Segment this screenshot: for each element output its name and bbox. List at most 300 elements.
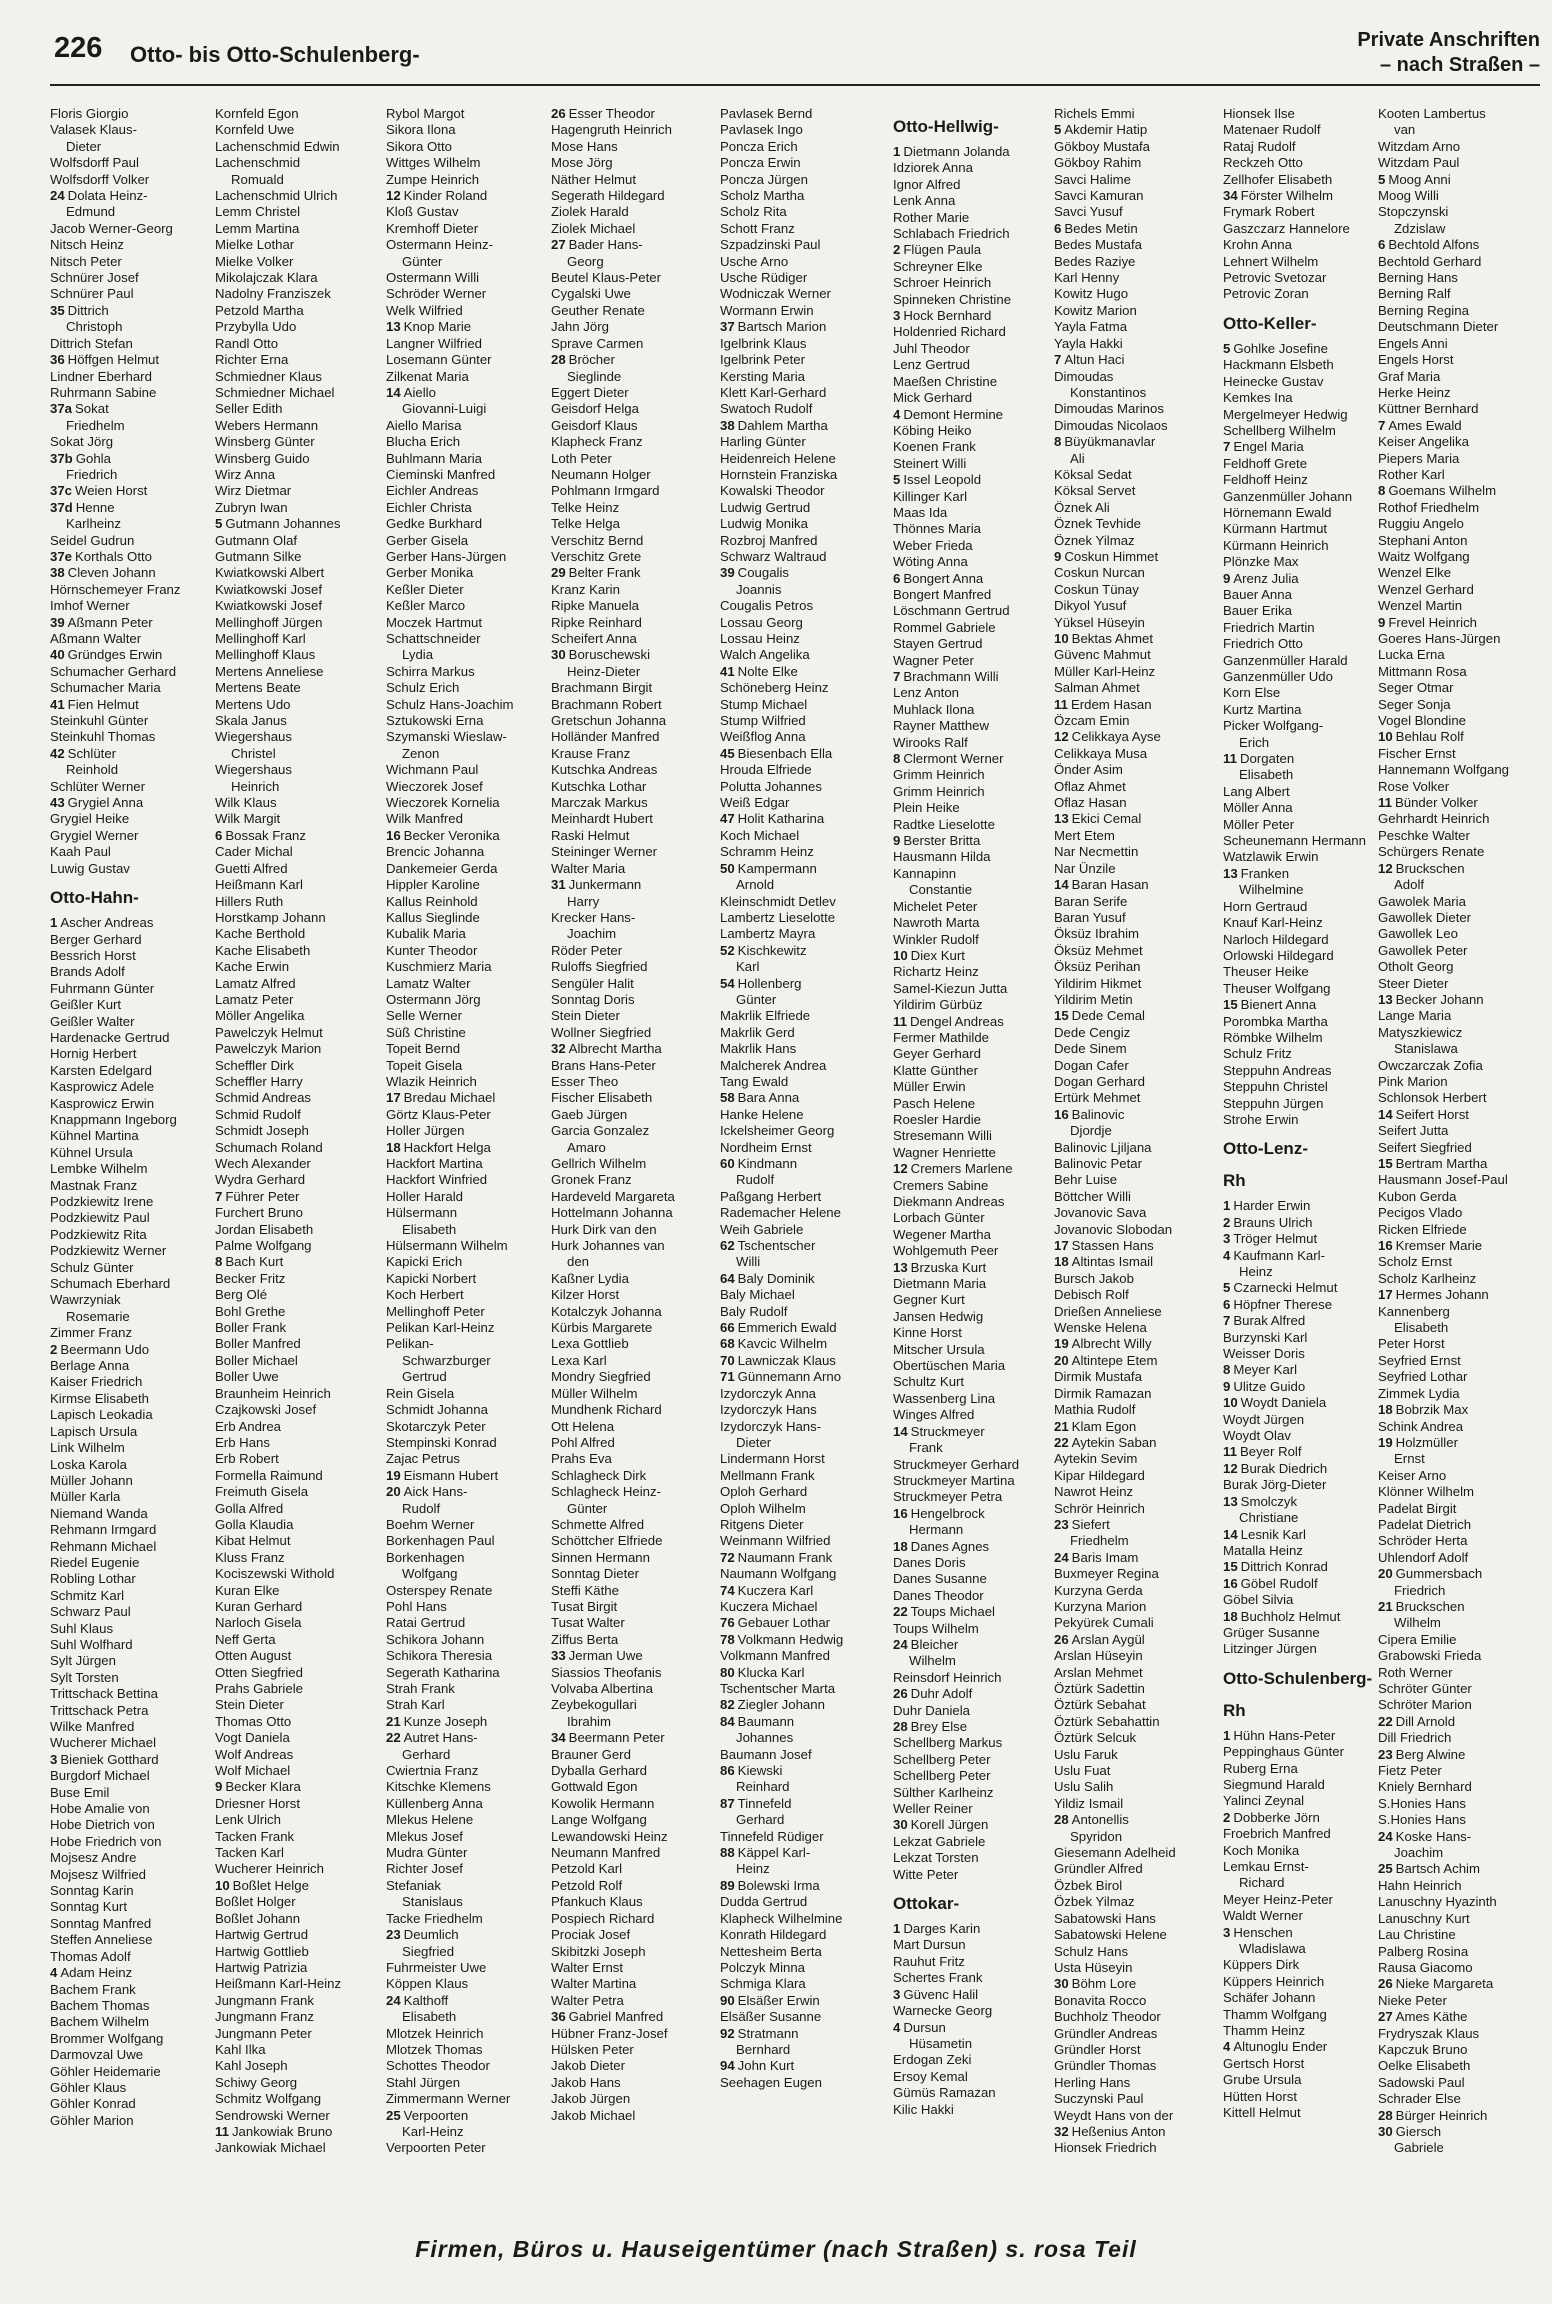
list-item — [1378, 1796, 1538, 1812]
house-number: 14 — [1054, 877, 1069, 893]
list-item — [1378, 139, 1538, 155]
list-item — [1054, 828, 1214, 844]
list-item — [1378, 1369, 1538, 1385]
list-item — [893, 374, 1053, 390]
resident-name: Welk Wilfried — [386, 302, 463, 318]
list-item — [1223, 1990, 1383, 2006]
list-item — [720, 565, 880, 581]
resident-name: Dittrich Stefan — [50, 335, 133, 351]
list-item — [386, 2042, 546, 2058]
resident-name: Picker Wolfgang- — [1223, 718, 1324, 734]
list-item — [1054, 680, 1214, 696]
resident-name: Steffen Anneliese — [50, 1932, 153, 1948]
list-item — [1378, 615, 1538, 631]
resident-name: Imhof Werner — [50, 598, 130, 614]
list-item — [215, 1320, 375, 1336]
list-item — [1378, 2058, 1538, 2074]
resident-name: Poncza Jürgen — [720, 171, 808, 187]
resident-name: Hühn Hans-Peter — [1233, 1727, 1336, 1743]
list-item — [1054, 2091, 1214, 2107]
list-item — [893, 1653, 1053, 1669]
list-item — [215, 451, 375, 467]
list-item — [1378, 926, 1538, 942]
resident-name: Balinovic Ljiljana — [1054, 1139, 1152, 1155]
resident-name: Lindner Eberhard — [50, 368, 152, 384]
resident-name: Behlau Rolf — [1395, 729, 1464, 745]
resident-name: Peschke Walter — [1378, 827, 1470, 843]
list-item — [720, 1747, 880, 1763]
resident-name: Eichler Christa — [386, 499, 472, 515]
resident-name: Trittschack Bettina — [50, 1686, 158, 1702]
list-item — [1054, 1107, 1214, 1123]
list-item — [1378, 697, 1538, 713]
list-item — [386, 1501, 546, 1517]
list-item — [1054, 1402, 1214, 1418]
resident-name: Hülsermann — [386, 1205, 458, 1221]
list-item — [1223, 1859, 1383, 1875]
list-item — [50, 981, 210, 997]
list-item — [1223, 1280, 1383, 1296]
list-item — [386, 1927, 546, 1943]
list-item — [1054, 1730, 1214, 1746]
list-item — [551, 1484, 711, 1500]
resident-name: Thamm Wolfgang — [1223, 2006, 1327, 2022]
resident-name: Boßlet Holger — [215, 1894, 296, 1910]
resident-name: Jordan Elisabeth — [215, 1221, 314, 1237]
list-item — [386, 729, 546, 745]
list-item — [720, 2042, 880, 2058]
resident-name: Dogan Gerhard — [1054, 1073, 1145, 1089]
list-item — [386, 369, 546, 385]
list-item — [50, 1194, 210, 1210]
list-item — [1223, 1248, 1383, 1264]
resident-name: Zdzislaw — [1394, 220, 1446, 236]
list-item — [551, 828, 711, 844]
resident-name: Scholz Rita — [720, 204, 787, 220]
resident-name: Schulz Günter — [50, 1259, 134, 1275]
resident-name: Öztürk Sadettin — [1054, 1681, 1145, 1696]
list-item — [386, 811, 546, 827]
list-item — [386, 1189, 546, 1205]
list-item — [50, 451, 210, 467]
list-item — [893, 407, 1053, 423]
house-number: 22 — [1378, 1713, 1393, 1729]
list-item — [50, 1571, 210, 1587]
list-item — [386, 1779, 546, 1795]
list-item — [50, 434, 210, 450]
resident-name: Arenz Julia — [1233, 570, 1299, 586]
resident-name: Roesler Hardie — [893, 1111, 981, 1127]
resident-name: Walter Ernst — [551, 1959, 624, 1975]
list-item — [893, 1921, 1053, 1937]
list-item — [1378, 877, 1538, 893]
resident-name: Nolte Elke — [737, 663, 798, 679]
resident-name: Lindermann Horst — [720, 1451, 825, 1467]
list-item — [386, 828, 546, 844]
resident-name: Bruckschen — [1395, 1598, 1465, 1614]
resident-name: Segerath Katharina — [386, 1664, 500, 1680]
resident-name: Kutschka Lothar — [551, 778, 647, 794]
house-number: 17 — [1378, 1287, 1393, 1303]
list-item — [551, 910, 711, 926]
list-item — [1223, 899, 1383, 915]
resident-name: Baumann Josef — [720, 1746, 812, 1762]
list-item — [215, 221, 375, 237]
list-item — [893, 1719, 1053, 1735]
list-item — [720, 1074, 880, 1090]
resident-name: Baris Imam — [1071, 1549, 1139, 1565]
resident-name: Struckmeyer Petra — [893, 1489, 1003, 1505]
resident-name: Richter Erna — [215, 352, 289, 368]
list-item — [1054, 122, 1214, 138]
list-item — [215, 1632, 375, 1648]
resident-name: Kaßner Lydia — [551, 1270, 629, 1286]
list-item — [720, 1451, 880, 1467]
list-item — [551, 1058, 711, 1074]
list-item — [1378, 1484, 1538, 1500]
resident-name: Plein Heike — [893, 800, 960, 816]
resident-name: Hornstein Franziska — [720, 466, 838, 482]
house-number: 13 — [1378, 991, 1393, 1007]
resident-name: Debisch Rolf — [1054, 1287, 1129, 1303]
resident-name: Wilhelm — [909, 1653, 956, 1669]
house-number: 26 — [1054, 1631, 1069, 1647]
list-item — [720, 2075, 880, 2091]
list-item — [1054, 779, 1214, 795]
list-item — [215, 286, 375, 302]
resident-name: Schellberg Peter — [893, 1768, 991, 1784]
list-item — [551, 844, 711, 860]
resident-name: Gümüs Ramazan — [893, 2085, 996, 2101]
house-number: 18 — [1223, 1608, 1238, 1624]
resident-name: Garcia Gonzalez — [551, 1123, 650, 1139]
list-item — [1223, 374, 1383, 390]
resident-name: Swatoch Rudolf — [720, 401, 813, 417]
list-item — [50, 795, 210, 811]
resident-name: Jansen Hedwig — [893, 1308, 984, 1324]
resident-name: Dankemeier Gerda — [386, 860, 498, 876]
resident-name: Oflaz Ahmet — [1054, 778, 1126, 794]
list-item — [551, 976, 711, 992]
house-number: 16 — [1054, 1106, 1069, 1122]
resident-name: Gabriele — [1394, 2140, 1444, 2156]
list-item — [893, 833, 1053, 849]
list-item — [551, 861, 711, 877]
list-item — [215, 1583, 375, 1599]
resident-name: Schlabach Friedrich — [893, 226, 1010, 242]
list-item — [386, 1763, 546, 1779]
list-item — [50, 615, 210, 631]
resident-name: Knappmann Ingeborg — [50, 1111, 177, 1127]
list-item — [1223, 286, 1383, 302]
resident-name: Witzdam Arno — [1378, 138, 1461, 154]
resident-name: Gutmann Johannes — [225, 516, 341, 532]
list-item — [215, 1550, 375, 1566]
resident-name: Petzold Martha — [215, 302, 304, 318]
resident-name: Göbel Silvia — [1223, 1592, 1294, 1608]
list-item — [50, 467, 210, 483]
list-item — [1223, 1346, 1383, 1362]
resident-name: Schmid Andreas — [215, 1090, 312, 1106]
list-item — [893, 1309, 1053, 1325]
resident-name: Berster Britta — [903, 833, 981, 849]
resident-name: Cygalski Uwe — [551, 286, 631, 302]
resident-name: Weißflog Anna — [720, 729, 806, 745]
list-item — [215, 976, 375, 992]
resident-name: Wieczorek Kornelia — [386, 795, 500, 811]
resident-name: Dede Cengiz — [1054, 1024, 1131, 1040]
list-item — [50, 1998, 210, 2014]
house-number: 37b — [50, 450, 73, 466]
list-item — [50, 1686, 210, 1702]
list-item — [1378, 401, 1538, 417]
resident-name: Theuser Wolfgang — [1223, 980, 1331, 996]
list-item — [50, 1342, 210, 1358]
list-item — [215, 2026, 375, 2042]
page-title: Otto- bis Otto-Schulenberg- — [130, 42, 420, 67]
resident-name: Frevel Heinrich — [1388, 614, 1478, 630]
resident-name: Knauf Karl-Heinz — [1223, 915, 1323, 931]
resident-name: Höpfner Therese — [1233, 1296, 1333, 1312]
resident-name: Pohl Hans — [386, 1598, 447, 1614]
street-heading: Otto-Keller- — [1223, 313, 1317, 333]
list-item — [1054, 1353, 1214, 1369]
house-number: 11 — [893, 1013, 907, 1029]
list-item — [1054, 549, 1214, 565]
list-item — [551, 1993, 711, 2009]
list-item — [720, 516, 880, 532]
resident-name: Kranz Karin — [551, 581, 620, 597]
resident-name: Brey Else — [910, 1719, 968, 1734]
resident-name: Hartwig Patrizia — [215, 1959, 308, 1975]
list-item — [215, 647, 375, 663]
resident-name: Sendrowski Werner — [215, 2107, 330, 2123]
resident-name: Schikora Theresia — [386, 1648, 493, 1664]
house-number: 28 — [1054, 1812, 1069, 1828]
house-number: 4 — [893, 406, 901, 422]
list-item — [893, 1686, 1053, 1702]
resident-name: Schottes Theodor — [386, 2058, 490, 2074]
resident-name: Dorgaten — [1239, 751, 1295, 767]
list-item — [386, 2009, 546, 2025]
list-item — [50, 1834, 210, 1850]
resident-name: Lanuschny Hyazinth — [1378, 1894, 1497, 1910]
house-number: 16 — [893, 1505, 908, 1521]
resident-name: Özbek Yilmaz — [1054, 1894, 1135, 1910]
resident-name: Kürmann Heinrich — [1223, 537, 1329, 553]
list-item — [215, 1501, 375, 1517]
list-item — [1378, 1747, 1538, 1763]
house-number: 6 — [893, 570, 901, 586]
resident-name: Mert Etem — [1054, 827, 1115, 843]
list-item — [50, 237, 210, 253]
resident-name: Kürmann Hartmut — [1223, 521, 1328, 537]
list-item — [1054, 1550, 1214, 1566]
list-item — [720, 762, 880, 778]
list-item — [893, 1637, 1053, 1653]
list-item — [720, 1008, 880, 1024]
resident-name: Suczynski Paul — [1054, 2091, 1144, 2107]
list-item — [1054, 1566, 1214, 1582]
list-item — [1054, 1058, 1214, 1074]
list-item — [50, 155, 210, 171]
list-item — [720, 1583, 880, 1599]
resident-name: Sokat Jörg — [50, 434, 114, 450]
house-number: 15 — [1054, 1008, 1069, 1024]
resident-name: Hackmann Elsbeth — [1223, 357, 1334, 373]
resident-name: Walch Angelika — [720, 647, 810, 663]
resident-name: Struckmeyer Martina — [893, 1472, 1015, 1488]
resident-name: Scheffler Harry — [215, 1073, 303, 1089]
list-item — [50, 1768, 210, 1784]
house-number: 76 — [720, 1615, 735, 1631]
resident-name: Nordheim Ernst — [720, 1139, 812, 1155]
house-number: 1 — [1223, 1727, 1231, 1743]
resident-name: Grüger Susanne — [1223, 1624, 1320, 1640]
house-number: 9 — [893, 833, 901, 849]
resident-name: Wenzel Martin — [1378, 598, 1463, 614]
list-item — [893, 1178, 1053, 1194]
list-item — [386, 1550, 546, 1566]
resident-name: Lekzat Torsten — [893, 1850, 979, 1866]
list-item — [720, 1648, 880, 1664]
list-item — [1054, 1615, 1214, 1631]
resident-name: Seifert Siegfried — [1378, 1139, 1472, 1155]
list-item — [551, 598, 711, 614]
resident-name: Strah Frank — [386, 1681, 455, 1696]
list-item — [50, 172, 210, 188]
list-item — [1054, 910, 1214, 926]
resident-name: Wawrzyniak — [50, 1292, 121, 1308]
resident-name: Kutschka Andreas — [551, 762, 658, 778]
list-item — [551, 647, 711, 663]
list-item — [1378, 188, 1538, 204]
resident-name: Mertens Anneliese — [215, 663, 324, 679]
list-item — [215, 1222, 375, 1238]
list-item — [893, 1424, 1053, 1440]
list-item — [50, 1588, 210, 1604]
list-item — [720, 1222, 880, 1238]
list-item — [1378, 106, 1538, 122]
list-item — [1054, 1878, 1214, 1894]
page-number: 226 — [54, 32, 103, 64]
list-item — [1054, 1090, 1214, 1106]
resident-name: Buse Emil — [50, 1784, 110, 1800]
resident-name: Holländer Manfred — [551, 729, 660, 745]
resident-name: Losemann Günter — [386, 352, 492, 368]
list-item — [1054, 139, 1214, 155]
resident-name: Polczyk Minna — [720, 1959, 806, 1975]
resident-name: Jungmann Peter — [215, 2025, 312, 2041]
resident-name: Holit Katharina — [737, 811, 825, 827]
list-item — [551, 172, 711, 188]
resident-name: Friedrich — [66, 466, 118, 482]
resident-name: Geyer Gerhard — [893, 1046, 981, 1062]
resident-name: Dietmann Jolanda — [903, 144, 1010, 159]
resident-name: Lexa Karl — [551, 1352, 607, 1368]
list-item — [893, 292, 1053, 308]
list-item — [720, 418, 880, 434]
resident-name: Heißmann Karl-Heinz — [215, 1976, 342, 1992]
list-item — [551, 779, 711, 795]
resident-name: Küppers Dirk — [1223, 1957, 1300, 1973]
resident-name: Wenzel Gerhard — [1378, 581, 1474, 597]
resident-name: Bedes Mustafa — [1054, 237, 1142, 253]
list-item — [893, 1473, 1053, 1489]
resident-name: Matalla Heinz — [1223, 1542, 1303, 1558]
resident-name: Pecigos Vlado — [1378, 1205, 1463, 1221]
resident-name: Clermont Werner — [903, 751, 1004, 767]
resident-name: Balinovic — [1071, 1106, 1125, 1122]
directory-column — [50, 106, 210, 2234]
resident-name: Bongert Anna — [903, 570, 984, 586]
list-item — [1378, 1320, 1538, 1336]
list-item — [893, 1063, 1053, 1079]
list-item — [1223, 587, 1383, 603]
resident-name: Baran Serife — [1054, 893, 1128, 909]
resident-name: Steppuhn Andreas — [1223, 1062, 1332, 1078]
list-item — [551, 254, 711, 270]
list-item — [386, 844, 546, 860]
list-item — [720, 533, 880, 549]
house-number: 30 — [1378, 2123, 1393, 2139]
resident-name: Gerhard — [736, 1812, 785, 1828]
directory-column — [720, 106, 880, 2234]
resident-name: Giovanni-Luigi — [402, 401, 487, 417]
list-item — [551, 1763, 711, 1779]
list-item — [1054, 2075, 1214, 2091]
resident-name: Wormann Erwin — [720, 302, 814, 318]
resident-name: Elisabeth — [402, 1221, 457, 1237]
list-item — [215, 1533, 375, 1549]
resident-name: Stanislawa — [1394, 1041, 1458, 1057]
resident-name: Buxmeyer Regina — [1054, 1566, 1159, 1582]
list-item — [386, 1632, 546, 1648]
list-item — [1223, 735, 1383, 751]
resident-name: Gabriel Manfred — [568, 2009, 664, 2025]
resident-name: Gegner Kurt — [893, 1292, 965, 1308]
resident-name: Harder Erwin — [1233, 1198, 1311, 1214]
house-number: 23 — [386, 1927, 401, 1943]
list-item — [1223, 1592, 1383, 1608]
resident-name: Lachenschmid Edwin — [215, 138, 340, 154]
resident-name: Seller Edith — [215, 401, 283, 417]
resident-name: Öksüz Perihan — [1054, 959, 1141, 975]
resident-name: Mellinghoff Peter — [386, 1303, 485, 1319]
resident-name: Kwiatkowski Josef — [215, 598, 323, 614]
resident-name: Topeit Gisela — [386, 1057, 463, 1073]
resident-name: Danes Theodor — [893, 1587, 984, 1603]
resident-name: Brzuska Kurt — [910, 1259, 987, 1275]
list-item — [1054, 992, 1214, 1008]
resident-name: Grube Ursula — [1223, 2072, 1302, 2088]
resident-name: Dahlem Martha — [737, 417, 828, 433]
list-item — [551, 1878, 711, 1894]
resident-name: Lapisch Ursula — [50, 1423, 138, 1439]
resident-name: Gummersbach — [1395, 1566, 1483, 1582]
resident-name: Wilk Klaus — [215, 795, 277, 811]
resident-name: Jakob Michael — [551, 2107, 636, 2123]
resident-name: Fischer Elisabeth — [551, 1090, 653, 1106]
list-item — [386, 664, 546, 680]
list-item — [551, 1861, 711, 1877]
resident-name: Stassen Hans — [1071, 1238, 1154, 1254]
resident-name: Göhler Marion — [50, 2112, 134, 2128]
resident-name: Dursun — [903, 2019, 946, 2035]
list-item — [893, 1210, 1053, 1226]
list-item — [386, 106, 546, 122]
resident-name: Mlekus Josef — [386, 1828, 463, 1844]
